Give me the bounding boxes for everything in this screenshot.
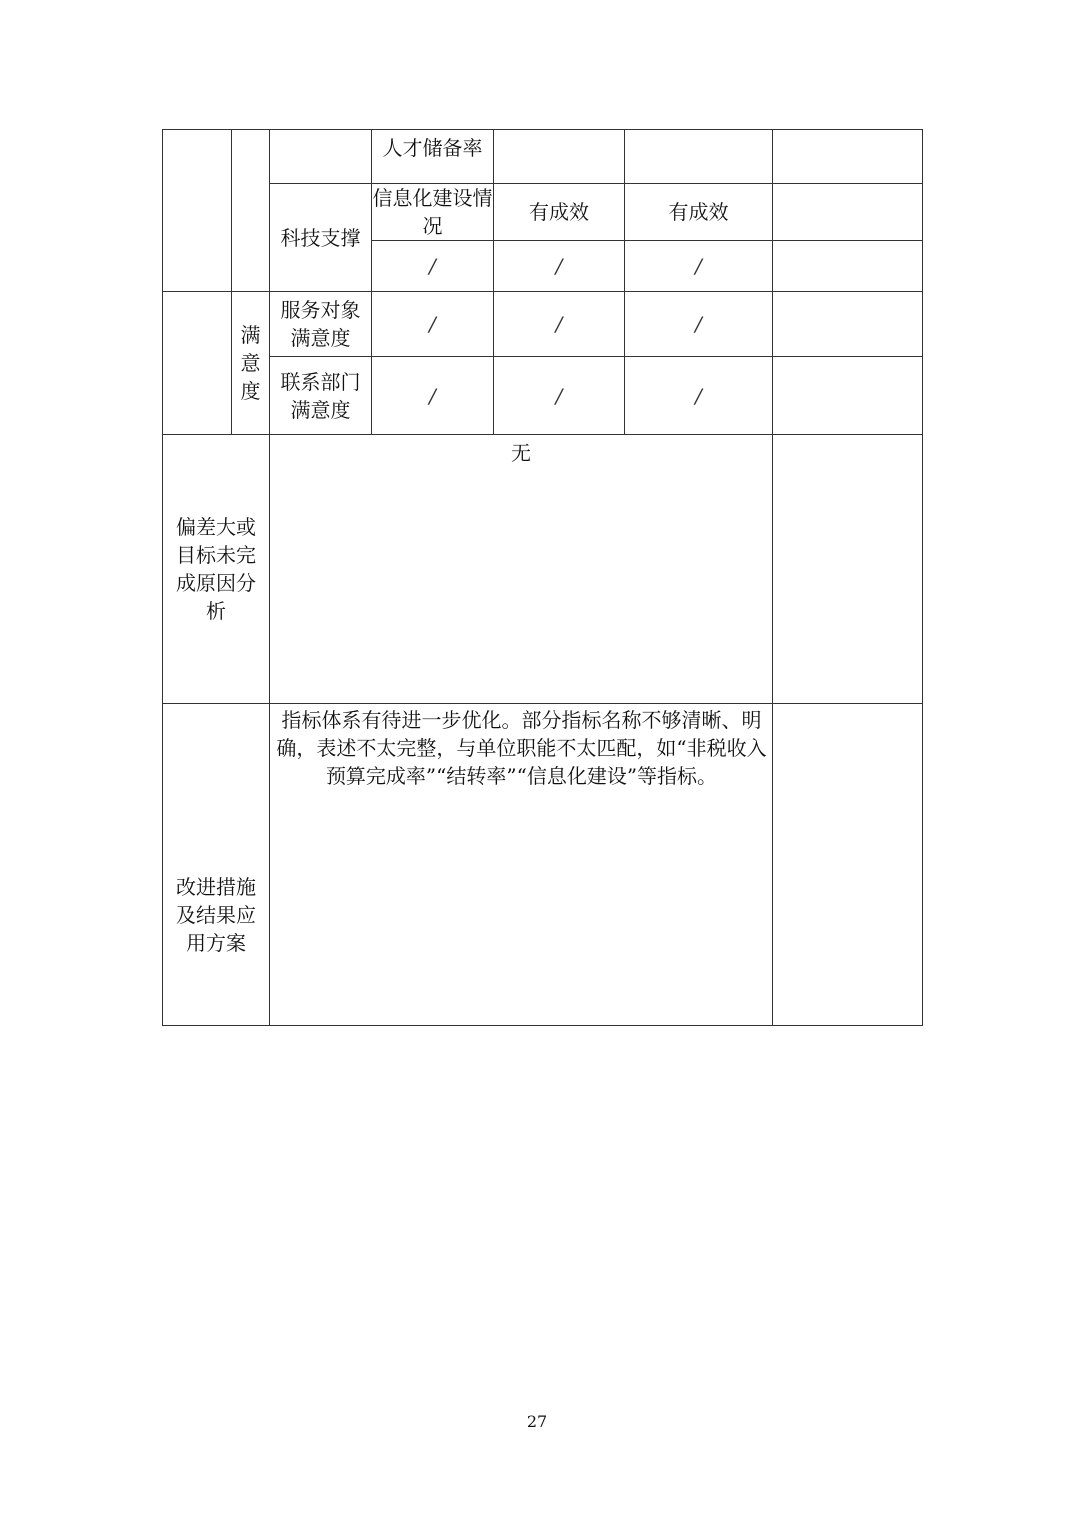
blank-cell bbox=[625, 130, 773, 184]
target-cell: / bbox=[494, 241, 625, 292]
group-label-cell: 科技支撑 bbox=[270, 184, 372, 292]
actual-cell: / bbox=[625, 241, 773, 292]
table-row bbox=[163, 435, 923, 704]
actual-cell: / bbox=[625, 292, 773, 357]
improvement-label-text: 改进措施及结果应用方案 bbox=[176, 874, 256, 955]
table-row bbox=[163, 292, 923, 357]
table-row bbox=[163, 357, 923, 435]
indicator-cell: / bbox=[372, 357, 494, 435]
indicator-cell: / bbox=[372, 292, 494, 357]
blank-cell bbox=[163, 292, 232, 435]
blank-cell bbox=[773, 130, 923, 184]
deviation-label bbox=[163, 435, 270, 704]
blank-cell bbox=[270, 130, 372, 184]
actual-cell: / bbox=[625, 357, 773, 435]
blank-cell bbox=[773, 357, 923, 435]
blank-cell bbox=[773, 184, 923, 241]
target-cell: / bbox=[494, 357, 625, 435]
improvement-content: 指标体系有待进一步优化。部分指标名称不够清晰、明确，表述不太完整，与单位职能不太匹配，如“非税收入预算完成率”“结转率”“信息化建设”等指标。 bbox=[270, 704, 773, 1026]
indicator-cell: 人才储备率 bbox=[372, 130, 494, 184]
service-object-satisfaction-label: 服务对象满意度 bbox=[280, 298, 361, 350]
deviation-label-text: 偏差大或目标未完成原因分析 bbox=[176, 515, 256, 623]
satisfaction-item-name bbox=[270, 357, 372, 435]
blank-cell bbox=[773, 435, 923, 704]
target-cell: / bbox=[494, 292, 625, 357]
target-cell: 有成效 bbox=[494, 184, 625, 241]
blank-cell bbox=[773, 241, 923, 292]
table-row bbox=[163, 704, 923, 1026]
blank-cell bbox=[773, 292, 923, 357]
deviation-content: 无 bbox=[270, 435, 773, 704]
table-row bbox=[163, 130, 923, 184]
indicator-cell: 信息化建设情况 bbox=[372, 184, 494, 241]
contact-dept-satisfaction-label: 联系部门满意度 bbox=[280, 369, 361, 422]
satisfaction-label-text: 满意度 bbox=[240, 323, 261, 403]
table-row bbox=[163, 184, 923, 241]
page-number: 27 bbox=[526, 1412, 548, 1431]
blank-cell bbox=[163, 130, 232, 292]
blank-cell bbox=[773, 704, 923, 1026]
indicator-cell: / bbox=[372, 241, 494, 292]
improvement-label bbox=[163, 704, 270, 1026]
satisfaction-label bbox=[232, 292, 270, 435]
performance-table bbox=[162, 129, 923, 1026]
blank-cell bbox=[232, 130, 270, 292]
satisfaction-item-name bbox=[270, 292, 372, 357]
actual-cell: 有成效 bbox=[625, 184, 773, 241]
blank-cell bbox=[494, 130, 625, 184]
